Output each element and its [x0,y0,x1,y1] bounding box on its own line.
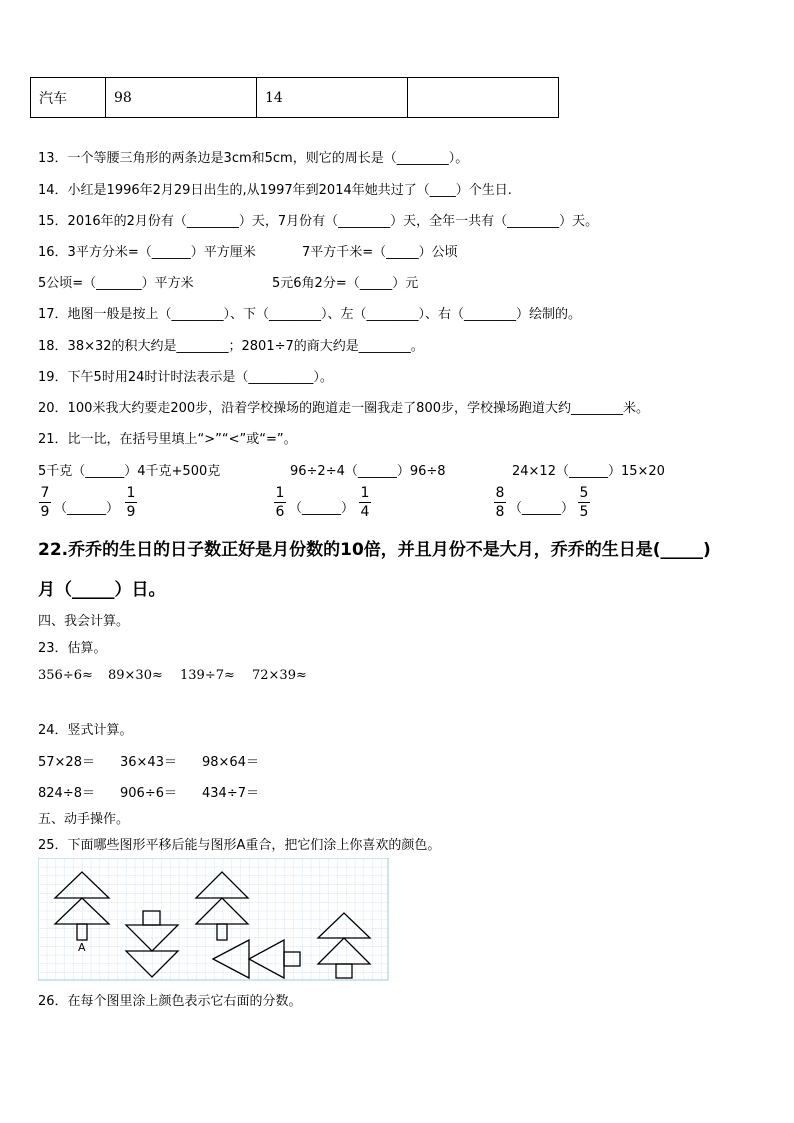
shape-a-label: A [78,941,86,954]
question-19: 19．下午5时用24时计时法表示是（__________）。 [38,370,333,385]
estimate-item: 72×39≈ [252,668,307,683]
table-cell [408,78,559,118]
table-row [31,78,559,118]
estimate-item: 89×30≈ [108,668,163,683]
denominator: 5 [579,504,589,520]
answer-blank: （______） [289,501,355,516]
question-21: 21．比一比，在括号里填上“>”“<”或“=”。 [38,432,297,447]
question-13: 13．一个等腰三角形的两条边是3cm和5cm，则它的周长是（________）。 [38,151,469,166]
fraction [358,485,372,520]
numerator: 5 [579,485,589,501]
grid-background [38,858,388,980]
question-18: 18．38×32的积大约是________；2801÷7的商大约是________。 [38,339,424,354]
question-26: 26．在每个图里涂上颜色表示它右面的分数。 [38,994,302,1009]
fraction [124,485,138,520]
numerator: 1 [275,485,285,501]
numerator: 1 [360,485,370,501]
section-4-heading: 四、我会计算。 [38,614,130,629]
answer-table [30,77,559,118]
translation-grid-figure [38,858,390,982]
fraction [273,485,287,520]
question-22-line-1: 22.乔乔的生日的日子数正好是月份数的10倍，并且月份不是大月，乔乔的生日是(_____) [38,540,711,560]
question-16-part-a: 16．3平方分米=（______）平方厘米 [38,245,256,260]
fraction [493,485,507,520]
answer-blank: （______） [54,501,120,516]
estimate-item: 356÷6≈ [38,668,93,683]
numerator: 8 [495,485,505,501]
denominator: 6 [275,504,285,520]
compare-item: 96÷2÷4（______）96÷8 [290,464,446,479]
table-cell: 汽车 [31,78,106,118]
denominator: 4 [360,504,370,520]
section-5-heading: 五、动手操作。 [38,812,130,827]
denominator: 9 [126,504,136,520]
question-25: 25．下面哪些图形平移后能与图形A重合，把它们涂上你喜欢的颜色。 [38,838,441,853]
compare-item: 24×12（______）15×20 [512,464,665,479]
fraction [577,485,591,520]
denominator: 8 [495,504,505,520]
fraction [38,485,52,520]
numerator: 1 [126,485,136,501]
question-24: 24．竖式计算。 [38,723,133,738]
vertical-calc-item: 824÷8＝ [38,786,95,801]
question-15: 15．2016年的2月份有（________）天，7月份有（________）天，全年一共有（________）天。 [38,214,599,229]
question-22-line-2: 月（_____）日。 [38,580,166,600]
compare-item: 5千克（______）4千克+500克 [38,464,221,479]
question-16-part-d: 5元6角2分=（_____）元 [272,276,419,291]
question-17: 17．地图一般是按上（________）、下（________）、左（________）、右（________）绘制的。 [38,307,582,322]
question-23: 23．估算。 [38,641,107,656]
vertical-calc-item: 57×28＝ [38,755,95,770]
table-cell: 98 [106,78,257,118]
vertical-calc-item: 98×64＝ [202,755,259,770]
question-14: 14．小红是1996年2月29日出生的,从1997年到2014年她共过了（____）个生日. [38,183,512,198]
vertical-calc-item: 906÷6＝ [120,786,177,801]
question-16-part-b: 7平方千米=（_____）公顷 [302,245,458,260]
question-20: 20．100米我大约要走200步，沿着学校操场的跑道走一圈我走了800步，学校操场跑道大约________米。 [38,401,649,416]
table-cell: 14 [257,78,408,118]
answer-blank: （______） [509,501,575,516]
vertical-calc-item: 434÷7＝ [202,786,259,801]
denominator: 9 [40,504,50,520]
question-16-part-c: 5公顷=（_______）平方米 [38,276,194,291]
estimate-item: 139÷7≈ [180,668,235,683]
vertical-calc-item: 36×43＝ [120,755,177,770]
numerator: 7 [40,485,50,501]
